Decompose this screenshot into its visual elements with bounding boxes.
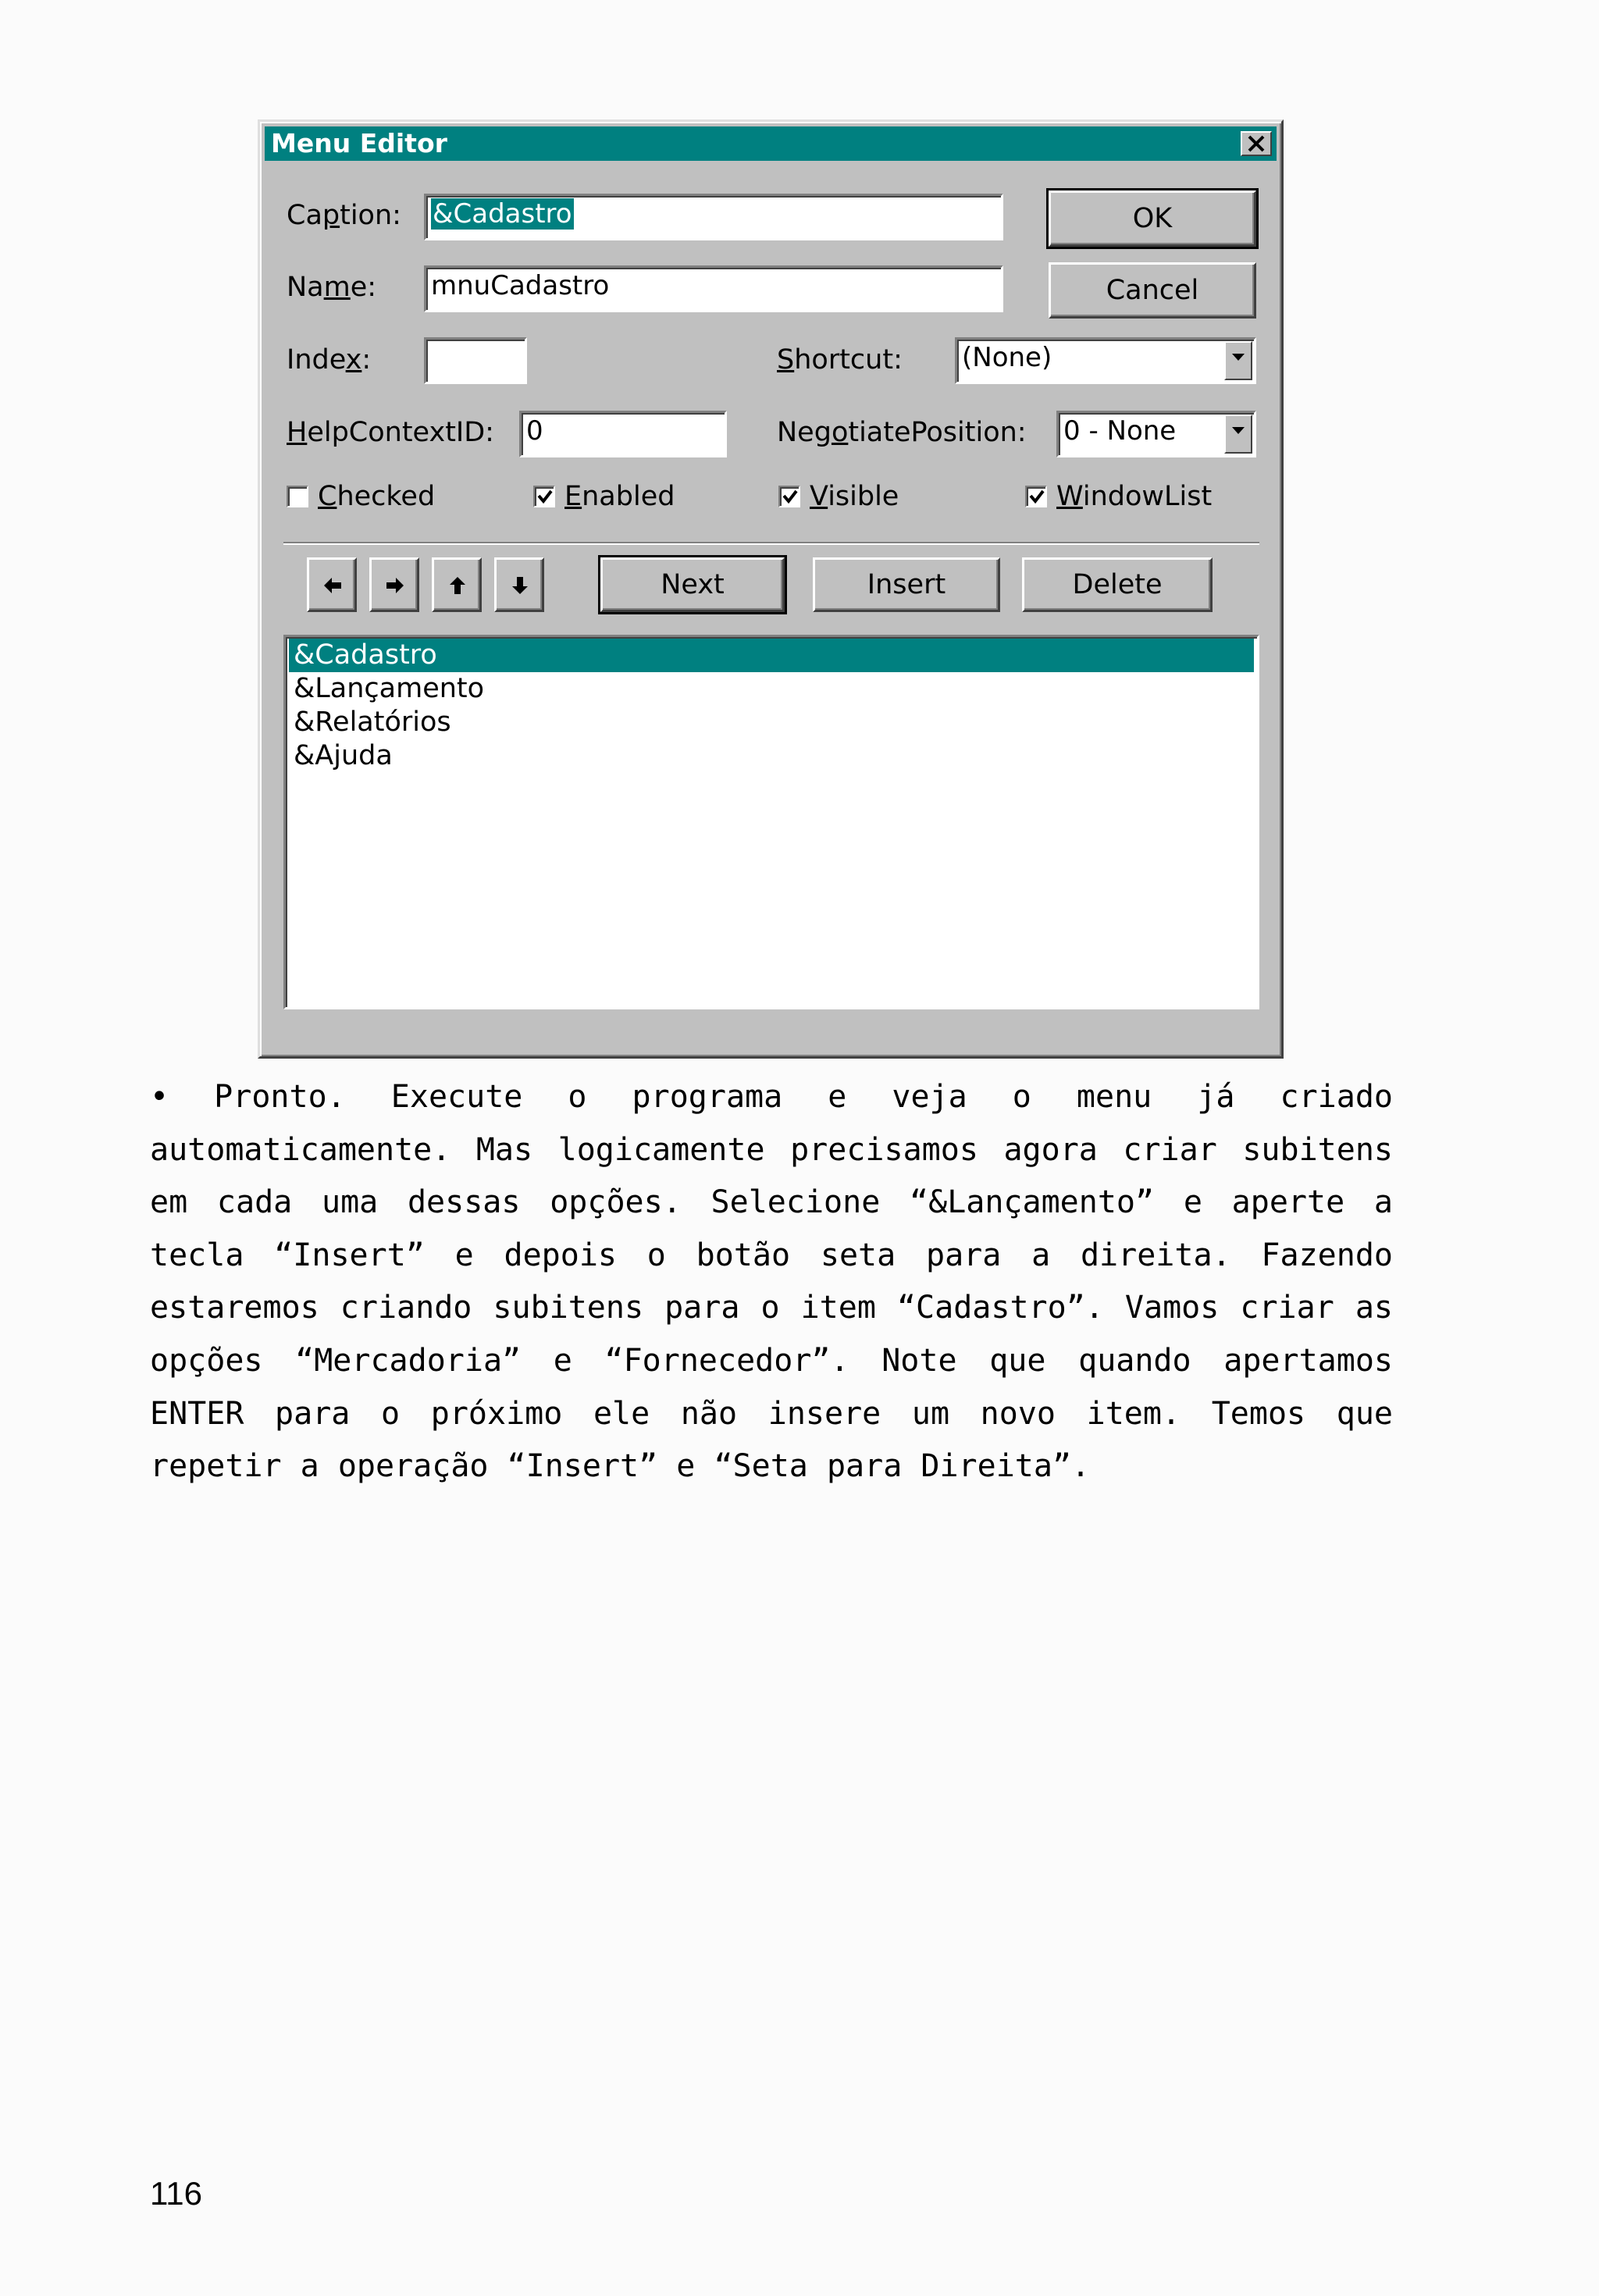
list-item[interactable]: &Ajuda xyxy=(294,740,393,771)
insert-button[interactable]: Insert xyxy=(813,557,1000,612)
next-button[interactable]: Next xyxy=(600,557,785,612)
delete-button[interactable]: Delete xyxy=(1022,557,1213,612)
caption-value: &Cadastro xyxy=(433,198,572,230)
negotiateposition-value: 0 - None xyxy=(1063,415,1177,447)
checkmark-icon xyxy=(782,488,799,505)
negotiateposition-dropdown-button[interactable] xyxy=(1224,415,1252,454)
list-item[interactable]: &Relatórios xyxy=(294,707,451,738)
visible-label: Visible xyxy=(810,481,899,512)
body-paragraph xyxy=(150,1071,1393,1493)
cancel-button[interactable]: Cancel xyxy=(1049,262,1256,319)
caption-input[interactable] xyxy=(424,194,1003,240)
dialog-title: Menu Editor xyxy=(271,128,447,158)
shortcut-label: Shortcut: xyxy=(777,344,903,376)
checkmark-icon xyxy=(1028,488,1045,505)
page-number: 116 xyxy=(150,2175,202,2212)
name-label: Name: xyxy=(287,272,377,303)
arrow-down-icon xyxy=(510,575,530,596)
title-bar xyxy=(265,126,1277,161)
arrow-left-icon xyxy=(322,575,343,596)
move-down-button[interactable] xyxy=(494,557,544,612)
list-item[interactable]: &Lançamento xyxy=(294,673,485,704)
index-label: Index: xyxy=(287,344,372,376)
negotiateposition-label: NegotiatePosition: xyxy=(777,417,1027,448)
name-input[interactable] xyxy=(424,265,1003,312)
checked-label: Checked xyxy=(318,481,436,512)
bullet: • xyxy=(150,1079,169,1115)
helpcontextid-value: 0 xyxy=(526,415,543,447)
arrow-up-icon xyxy=(447,575,468,596)
move-left-button[interactable] xyxy=(307,557,357,612)
list-item[interactable]: &Cadastro xyxy=(289,639,1254,672)
chevron-down-icon xyxy=(1232,354,1245,361)
index-input[interactable] xyxy=(424,337,527,384)
close-button[interactable] xyxy=(1241,131,1272,156)
name-value: mnuCadastro xyxy=(431,270,610,301)
checked-checkbox[interactable] xyxy=(287,486,308,507)
negotiateposition-select[interactable] xyxy=(1056,411,1256,457)
shortcut-select[interactable] xyxy=(955,337,1256,384)
menu-items-list[interactable] xyxy=(283,635,1259,1009)
enabled-checkbox[interactable] xyxy=(533,486,555,507)
arrow-right-icon xyxy=(385,575,405,596)
checkmark-icon xyxy=(536,488,554,505)
shortcut-dropdown-button[interactable] xyxy=(1224,341,1252,380)
shortcut-value: (None) xyxy=(962,342,1052,373)
chevron-down-icon xyxy=(1232,427,1245,435)
helpcontextid-label: HelpContextID: xyxy=(287,417,494,448)
windowlist-checkbox[interactable] xyxy=(1025,486,1047,507)
ok-button[interactable]: OK xyxy=(1049,190,1256,247)
paragraph-text: Pronto. Execute o programa e veja o menu já criado automaticamente. Mas logicamente precisamos agora criar subitens em cada uma dessas opções. Selecione “&Lançamento” e aperte a tecla “Insert” e depois o botão seta para a direita. Fazendo estaremos criando subitens para o item “Cadastro”. Vamos criar as opções “Mercadoria” e “Fornecedor”. Note que quando apertamos ENTER para o próximo ele não insere um novo item. Temos que repetir a operação “Insert” e “Seta para Direita”. xyxy=(150,1079,1393,1485)
separator xyxy=(283,542,1259,545)
close-icon xyxy=(1242,133,1270,155)
enabled-label: Enabled xyxy=(564,481,675,512)
move-up-button[interactable] xyxy=(432,557,482,612)
helpcontextid-input[interactable] xyxy=(519,411,727,457)
caption-label: Caption: xyxy=(287,200,401,231)
menu-editor-dialog xyxy=(258,119,1284,1059)
visible-checkbox[interactable] xyxy=(778,486,800,507)
windowlist-label: WindowList xyxy=(1056,481,1213,512)
move-right-button[interactable] xyxy=(369,557,419,612)
